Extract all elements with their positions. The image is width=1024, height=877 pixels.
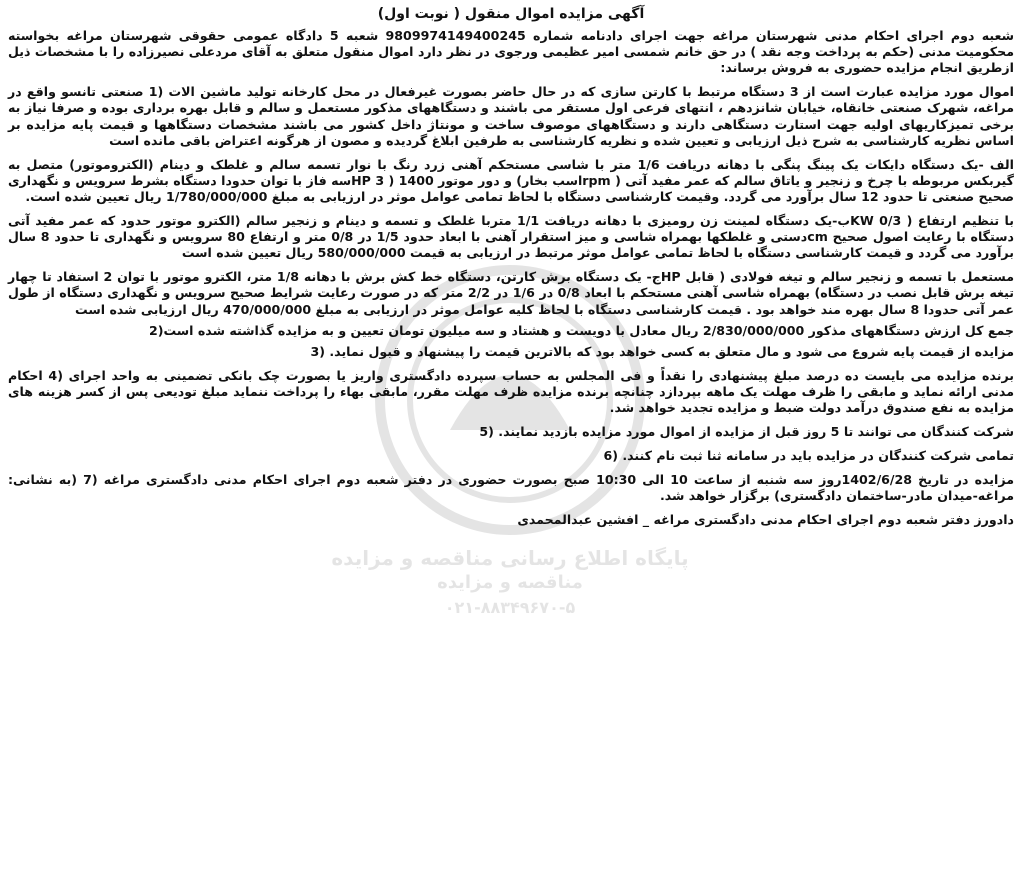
watermark-line-2: مناقصه و مزایده: [437, 572, 583, 593]
clause-7-paragraph: مزایده در تاریخ 1402/6/28روز سه شنبه از ساعت 10 الی 10:30 صبح بصورت حضوری در دفتر شعبه دوم اجرای احکام مدنی دادگستری مراغه (7 (به نشانی: مراغه-میدان مادر-ساختمان دادگستری) برگزار خواهد شد.: [8, 472, 1014, 504]
notice-title: آگهی مزایده اموال منقول ( نوبت اول): [377, 6, 645, 22]
intro-paragraph: شعبه دوم اجرای احکام مدنی شهرستان مراغه جهت اجرای دادنامه شماره 9809974149400245 شعبه 5 دادگاه عمومی حقوقی شهرستان مراغه بخواسته محکومیت مدنی (حکم به پرداخت وجه نقد ) در حق خانم شمسی امیر عظیمی ورجوی در نظر دارد اموال منقول متعلق به آقای مردعلی نصیرزاده را با مشخصات ذیل ازطریق انجام مزایده حضوری به فروش برساند:: [8, 28, 1014, 76]
watermark-phone: ۰۲۱-۸۸۳۴۹۶۷۰-۵: [444, 598, 576, 617]
clause-1-paragraph: اموال مورد مزایده عبارت است از 3 دستگاه مرتبط با کارتن سازی که در حال حاضر بصورت غیرفعال در محل کارخانه تولید ماشین الات (1 صنعتی تانسو واقع در مراغه، شهرک صنعتی خانقاه، خیابان شانزدهم ، انتهای فرعی اول مستقر می باشند و دستگاههای مذکور مستعمل و سالم و قابل بهره برداری بوده و صرفا نیاز به برخی تمیزکاریهای اولیه جهت استارت دستگاهی دارند و دستگاههای موصوف ساخت و مونتاژ داخل کشور می باشند مشخصات دستگاهها و قیمت پایه مزایده بر اساس نظریه کارشناسی به شرح ذیل ارزیابی و تعیین شده و نظریه کارشناسی به طرفین ابلاغ گردیده و مصون از هرگونه اعتراض باقی مانده است: [8, 84, 1014, 148]
clause-2-paragraph: جمع کل ارزش دستگاههای مذکور 2/830/000/000 ریال معادل با دویست و هشتاد و سه میلیون تومان تعیین و به مزایده گذاشته شده است(2: [148, 322, 1014, 338]
clause-3-paragraph: مزایده از قیمت پایه شروع می شود و مال متعلق به کسی خواهد بود که بالاترین قیمت را پیشنهاد و قبول نماید. (3: [310, 343, 1014, 359]
notice-document: [8, 6, 1014, 872]
clause-6-paragraph: تمامی شرکت کنندگان در مزایده باید در سامانه ثنا ثبت نام کنند. (6: [603, 448, 1014, 464]
clause-4-paragraph: برنده مزایده می بایست ده درصد مبلغ پیشنهادی را نقداً و فی المجلس به حساب سپرده دادگستری واریز یا بصورت چک بانکی تضمینی به واحد اجرای (4 احکام مدنی ارائه نماید و مابقی را ظرف مهلت یک ماهه بپردازد چنانچه برنده مزایده ظرف مهلت مقرر، مابقی بهاء را پرداخت ننماید مبلغ تودیعی پس از کسر هزینه های مزایده به نفع صندوق درآمد دولت ضبط و مزایده تجدید خواهد شد.: [8, 367, 1015, 415]
machine-a-paragraph: الف -یک دستگاه دایکات یک پینگ پنگی با دهانه دریافت 1/6 متر با شاسی مستحکم آهنی زرد رنگ با نوار تسمه سالم و غلطک و دینام (الکتروموتور) متصل به گیربکس مربوطه با چرخ و زنجیر و یاتاق سالم که عمر مفید آتی ( rpmاسب بخار) و دور موتور 1400 ( HP 3سه فاز با توان حدودا دستگاه بشرط سرویس و نگهداری صحیح صنعتی تا حدود 12 سال برآورد می گردد. وقیمت کارشناسی دستگاه با لحاظ تمامی عوامل موثر در ارزیابی به مبلغ 1/780/000/000 ریال تعیین شده است.: [8, 156, 1014, 204]
watermark-line-1: پایگاه اطلاع رسانی مناقصه و مزایده: [331, 546, 689, 570]
machine-c-paragraph: مستعمل با تسمه و زنجیر سالم و تیغه فولادی ( قابل HPج- یک دستگاه برش کارتن، دستگاه خط کش برش با دهانه 1/8 متر، الکترو موتور با توان 2 استفاد تا چهار تیغه برش قابل نصب در دستگاه) بهمراه شاسی آهنی مستحکم با ابعاد 0/8 در 1/6 در 2/2 متر که در صورت رعایت شرایط صحیح سرویس و نگهداری دستگاه از طول عمر آتی حدودا 8 سال بهره مند خواهد بود . قیمت کارشناسی دستگاه با لحاظ کلیه عوامل موثر در ارزیابی به مبلغ 470/000/000 ریال ارزیابی شده است: [8, 269, 1015, 317]
clause-5-paragraph: شرکت کنندگان می توانند تا 5 روز قبل از مزایده از اموال مورد مزایده بازدید نمایند. (5: [479, 424, 1014, 440]
signature: دادورز دفتر شعبه دوم اجرای احکام مدنی دادگستری مراغه _ افشین عبدالمحمدی: [517, 512, 1014, 528]
machine-b-paragraph: با تنظیم ارتفاع ( KW 0/3ب-یک دستگاه لمینت زن رومیزی با دهانه دریافت 1/1 متربا غلطک و تسمه و دینام و زنجیر سالم (الکترو موتور حدود که عمر مفید آتی دستگاه با رعایت اصول صحیح cmدستی و غلطکها بهمراه شاسی و میز استقرار آهنی با ابعاد حدود 1/5 در 0/8 متر و ارتفاع 80 سرویس و نگهداری تا حدود 8 سال برآورد می گردد و قیمت کارشناسی دستگاه با لحاظ تمامی عوامل موثر مرتبط در ارزیابی به قیمت 580/000/000 ریال تعیین شده است: [8, 213, 1014, 261]
